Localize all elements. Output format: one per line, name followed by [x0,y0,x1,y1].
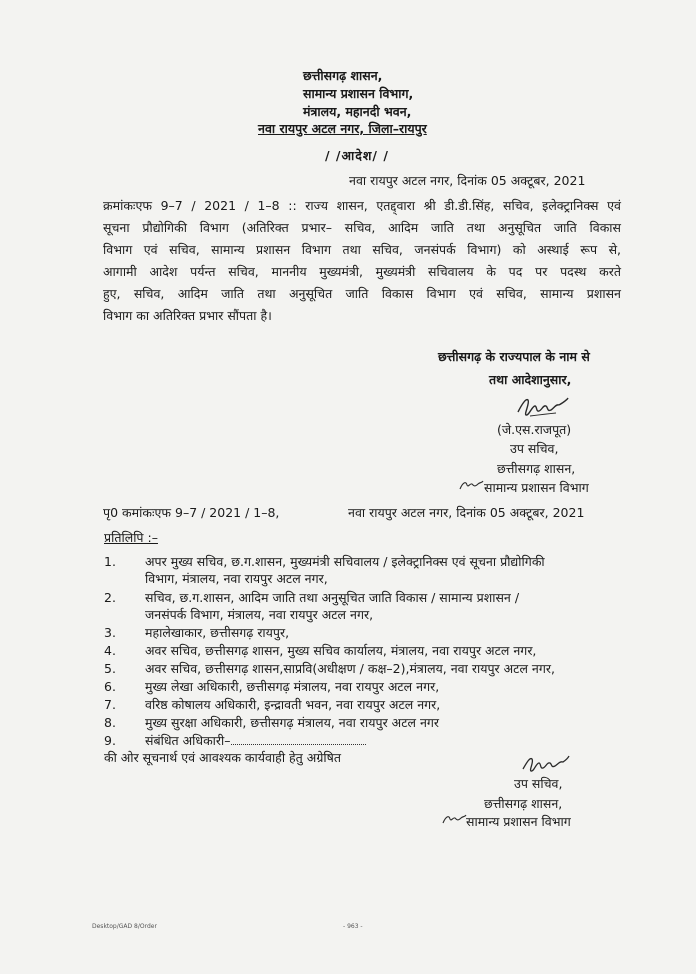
order-line: क्रमांकःएफ 9–7 / 2021 / 1–8 :: राज्य शासन, एतद्द्वारा श्री डी.डी.सिंह, सचिव, इलेक्ट्रानिक्स एवं [103,198,621,213]
initials-mark-1 [458,478,484,492]
copy-item-line [145,733,366,749]
order-line: विभाग का अतिरिक्त प्रभार सौंपता है। [103,308,272,323]
signature-2 [519,753,571,775]
signatory-1-designation: उप सचिव, [510,441,559,456]
copy-item-label: संबंधित अधिकारी– [145,733,231,748]
header-location: नवा रायपुर अटल नगर, जिला–रायपुर [258,121,427,136]
signatory-2-department: सामान्य प्रशासन विभाग [466,814,571,829]
endorsement-number: पृ0 कमांकःएफ 9–7 / 2021 / 1–8, [103,505,280,520]
footer-page-number: - 963 - [343,923,363,930]
copy-item-number: 1. [104,554,116,569]
order-paragraph [103,195,621,327]
order-date: नवा रायपुर अटल नगर, दिनांक 05 अक्टूबर, 2021 [349,173,586,188]
copy-to-heading: प्रतिलिपि :– [104,530,158,545]
copy-item-line: विभाग, मंत्रालय, नवा रायपुर अटल नगर, [145,571,328,586]
copy-item-number: 8. [104,715,116,730]
copy-item-number: 7. [104,697,116,712]
copy-item-number: 3. [104,625,116,640]
authority-line-2: तथा आदेशानुसार, [489,372,572,387]
endorsement-date: नवा रायपुर अटल नगर, दिनांक 05 अक्टूबर, 2021 [348,505,585,520]
signatory-2-government: छत्तीसगढ़ शासन, [484,796,563,811]
order-title: / /आदेश/ / [325,148,389,163]
copy-item-line: अवर सचिव, छत्तीसगढ़ शासन,साप्रवि(अधीक्षण / कक्ष–2),मंत्रालय, नवा रायपुर अटल नगर, [145,661,555,676]
header-government: छत्तीसगढ़ शासन, [303,68,383,83]
copy-item-line: जनसंपर्क विभाग, मंत्रालय, नवा रायपुर अटल नगर, [145,607,374,622]
initials-mark-2 [441,812,467,826]
signatory-1-name: (जे.एस.राजपूत) [497,422,572,437]
copy-item-line: सचिव, छ.ग.शासन, आदिम जाति तथा अनुसूचित जाति विकास / सामान्य प्रशासन / [145,590,520,605]
copy-item-number: 5. [104,661,116,676]
blank-dotted-line [231,734,366,745]
signatory-2-designation: उप सचिव, [514,776,563,791]
footer-file-path: Desktop/GAD 8/Order [92,923,157,930]
copy-item-line: मुख्य लेखा अधिकारी, छत्तीसगढ़ मंत्रालय, नवा रायपुर अटल नगर, [145,679,440,694]
header-building: मंत्रालय, महानदी भवन, [303,104,412,119]
copy-item-line: वरिष्ठ कोषालय अधिकारी, इन्द्रावती भवन, नवा रायपुर अटल नगर, [145,697,441,712]
copy-to-closing: की ओर सूचनार्थ एवं आवश्यक कार्यवाही हेतु अग्रेषित [104,750,341,765]
copy-item-number: 2. [104,590,116,605]
authority-line-1: छत्तीसगढ़ के राज्यपाल के नाम से [438,349,590,364]
header-department: सामान्य प्रशासन विभाग, [303,86,414,101]
copy-item-line: मुख्य सुरक्षा अधिकारी, छत्तीसगढ़ मंत्रालय, नवा रायपुर अटल नगर [145,715,440,730]
signature-1 [512,394,572,420]
copy-item-line: महालेखाकार, छत्तीसगढ़ रायपुर, [145,625,290,640]
copy-item-number: 9. [104,733,116,748]
order-line: आगामी आदेश पर्यन्त सचिव, माननीय मुख्यमंत्री, मुख्यमंत्री सचिवालय के पद पर पदस्थ करते [103,264,621,279]
signatory-1-department: सामान्य प्रशासन विभाग [484,480,589,495]
order-line: हुए, सचिव, आदिम जाति तथा अनुसूचित जाति विकास विभाग एवं सचिव, सामान्य प्रशासन [103,286,621,301]
copy-item-number: 4. [104,643,116,658]
copy-item-line: अपर मुख्य सचिव, छ.ग.शासन, मुख्यमंत्री सचिवालय / इलेक्ट्रानिक्स एवं सूचना प्रौद्योगिकी [145,554,545,569]
signatory-1-government: छत्तीसगढ़ शासन, [497,461,576,476]
copy-item-number: 6. [104,679,116,694]
copy-item-line: अवर सचिव, छत्तीसगढ़ शासन, मुख्य सचिव कार्यालय, मंत्रालय, नवा रायपुर अटल नगर, [145,643,537,658]
order-line: सूचना प्रौद्योगिकी विभाग (अतिरिक्त प्रभार– सचिव, आदिम जाति तथा अनुसूचित जाति विकास [103,220,621,235]
order-line: विभाग एवं सचिव, सामान्य प्रशासन विभाग तथा सचिव, जनसंपर्क विभाग) को अस्थाई रूप से, [103,242,621,257]
